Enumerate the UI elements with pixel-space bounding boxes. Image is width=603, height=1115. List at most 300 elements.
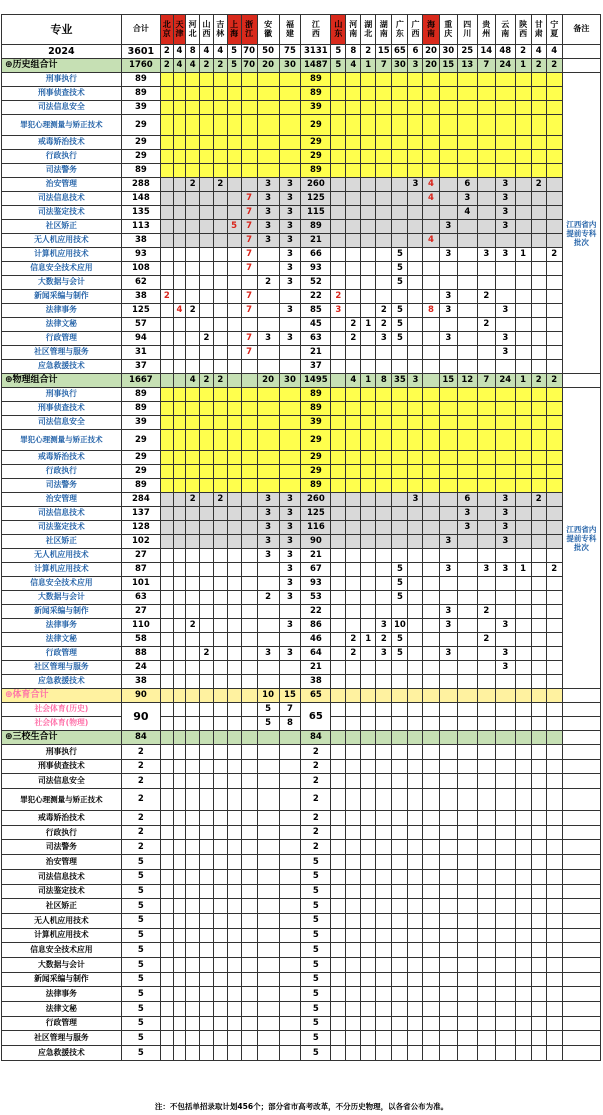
plan-value	[439, 957, 457, 972]
year-value: 8	[346, 45, 361, 59]
plan-value	[227, 150, 241, 164]
plan-value	[439, 465, 457, 479]
plan-value	[439, 703, 457, 717]
plan-value	[423, 164, 439, 178]
plan-value	[423, 577, 439, 591]
plan-value	[173, 451, 186, 465]
plan-value	[160, 591, 173, 605]
plan-value: 3	[496, 493, 516, 507]
plan-value	[546, 234, 562, 248]
plan-value	[173, 717, 186, 731]
plan-value	[408, 430, 423, 451]
plan-value	[439, 479, 457, 493]
plan-value	[546, 276, 562, 290]
plan-value	[496, 318, 516, 332]
plan-value	[257, 465, 279, 479]
section-value: 3	[408, 374, 423, 388]
plan-value	[515, 318, 531, 332]
plan-value	[515, 220, 531, 234]
column-header-province: 湖 北	[361, 15, 376, 45]
plan-value	[458, 745, 478, 760]
plan-value	[257, 388, 279, 402]
plan-value	[257, 913, 279, 928]
sanxiao-value	[200, 731, 214, 745]
sanxiao-major-name: 法律文秘	[2, 1002, 122, 1017]
plan-value	[279, 346, 301, 360]
plan-value: 3	[439, 619, 457, 633]
plan-value	[279, 360, 301, 374]
plan-value	[392, 913, 408, 928]
plan-value	[346, 521, 361, 535]
section-value: 7	[477, 59, 495, 73]
plan-value	[408, 73, 423, 87]
column-header-province: 海 南	[423, 15, 439, 45]
sanxiao-row	[2, 913, 601, 928]
plan-value	[531, 535, 546, 549]
plan-value	[227, 388, 241, 402]
plan-value	[213, 521, 227, 535]
plan-value	[331, 675, 346, 689]
plan-value	[515, 1046, 531, 1061]
plan-value: 5	[392, 647, 408, 661]
plan-value	[346, 479, 361, 493]
plan-value: 3	[257, 192, 279, 206]
plan-value	[546, 304, 562, 318]
sanxiao-major-name: 信息安全技术应用	[2, 943, 122, 958]
plan-value	[160, 115, 173, 136]
plan-value	[241, 869, 257, 884]
plan-value	[376, 248, 392, 262]
sanxiao-major-total: 5	[121, 972, 160, 987]
remark-cell	[562, 717, 600, 731]
plan-value: 29	[301, 430, 331, 451]
remark-cell	[562, 59, 600, 73]
plan-value	[173, 899, 186, 914]
plan-value	[458, 479, 478, 493]
plan-value	[173, 577, 186, 591]
major-total: 128	[121, 521, 160, 535]
sports-value	[241, 689, 257, 703]
plan-value	[531, 234, 546, 248]
major-total: 37	[121, 360, 160, 374]
plan-value	[477, 549, 495, 563]
plan-value	[477, 840, 495, 855]
plan-value	[257, 884, 279, 899]
plan-value	[531, 276, 546, 290]
sanxiao-row	[2, 1002, 601, 1017]
plan-value	[408, 234, 423, 248]
plan-value	[439, 402, 457, 416]
plan-value	[376, 507, 392, 521]
plan-value	[279, 633, 301, 647]
plan-value: 5	[301, 1046, 331, 1061]
sanxiao-row	[2, 869, 601, 884]
plan-value: 46	[301, 633, 331, 647]
plan-value	[257, 745, 279, 760]
plan-value	[546, 745, 562, 760]
plan-value	[200, 774, 214, 789]
plan-value	[279, 1016, 301, 1031]
plan-value	[186, 563, 200, 577]
year-value: 25	[458, 45, 478, 59]
plan-value: 2	[346, 647, 361, 661]
sanxiao-row	[2, 774, 601, 789]
plan-value	[515, 928, 531, 943]
plan-value	[173, 869, 186, 884]
plan-value: 8	[423, 304, 439, 318]
plan-value	[458, 605, 478, 619]
sanxiao-major-total: 5	[121, 943, 160, 958]
plan-value	[173, 507, 186, 521]
plan-value	[531, 262, 546, 276]
column-header-province: 福 建	[279, 15, 301, 45]
plan-value	[186, 789, 200, 811]
plan-value	[458, 248, 478, 262]
year-value: 2	[361, 45, 376, 59]
plan-value	[546, 913, 562, 928]
plan-value	[477, 1031, 495, 1046]
plan-value: 3	[257, 521, 279, 535]
plan-value	[173, 1031, 186, 1046]
plan-value	[346, 150, 361, 164]
plan-value	[408, 535, 423, 549]
sanxiao-value: 84	[301, 731, 331, 745]
plan-value	[279, 759, 301, 774]
major-name: 司法鉴定技术	[2, 521, 122, 535]
section-value: 1487	[301, 59, 331, 73]
plan-value	[531, 1031, 546, 1046]
plan-value	[458, 150, 478, 164]
plan-value	[160, 605, 173, 619]
column-header-province: 山 东	[331, 15, 346, 45]
plan-value	[392, 360, 408, 374]
plan-value	[515, 115, 531, 136]
column-header-total: 合计	[121, 15, 160, 45]
plan-value	[392, 220, 408, 234]
plan-value	[200, 913, 214, 928]
plan-value	[361, 290, 376, 304]
plan-value: 7	[241, 234, 257, 248]
major-row	[2, 675, 601, 689]
plan-value	[458, 1016, 478, 1031]
plan-value	[186, 1031, 200, 1046]
plan-value	[376, 825, 392, 840]
plan-value	[200, 957, 214, 972]
plan-value	[477, 346, 495, 360]
major-name: 戒毒矫治技术	[2, 136, 122, 150]
plan-value	[346, 703, 361, 717]
plan-value: 2	[186, 304, 200, 318]
sports-value	[458, 689, 478, 703]
sanxiao-row	[2, 855, 601, 870]
plan-value	[458, 262, 478, 276]
plan-value	[241, 507, 257, 521]
plan-value	[186, 87, 200, 101]
plan-value	[376, 1002, 392, 1017]
section-value: 2	[200, 374, 214, 388]
major-name: 司法鉴定技术	[2, 206, 122, 220]
major-row	[2, 430, 601, 451]
plan-value	[361, 647, 376, 661]
plan-value	[227, 206, 241, 220]
plan-value	[241, 136, 257, 150]
plan-value	[361, 811, 376, 826]
plan-value: 10	[392, 619, 408, 633]
plan-value	[331, 493, 346, 507]
plan-value	[173, 549, 186, 563]
plan-value	[423, 1016, 439, 1031]
plan-value	[531, 73, 546, 87]
plan-value: 3	[279, 178, 301, 192]
plan-value	[186, 840, 200, 855]
plan-value	[200, 402, 214, 416]
plan-value	[279, 913, 301, 928]
plan-value	[200, 703, 214, 717]
section-value: 1495	[301, 374, 331, 388]
column-header-province: 广 西	[408, 15, 423, 45]
column-header-province: 山 西	[200, 15, 214, 45]
plan-value	[346, 1031, 361, 1046]
major-name: 司法信息安全	[2, 101, 122, 115]
plan-value	[186, 430, 200, 451]
plan-value	[496, 825, 516, 840]
plan-value	[477, 115, 495, 136]
section-value	[241, 374, 257, 388]
plan-value	[241, 661, 257, 675]
plan-value: 3	[257, 220, 279, 234]
plan-value	[241, 521, 257, 535]
section-value: 4	[173, 59, 186, 73]
plan-value	[392, 957, 408, 972]
sanxiao-major-name: 治安管理	[2, 855, 122, 870]
plan-value	[227, 563, 241, 577]
plan-value	[257, 290, 279, 304]
plan-value	[392, 507, 408, 521]
plan-value	[186, 262, 200, 276]
sports-jiangxi-value: 65	[301, 703, 331, 731]
plan-value	[257, 840, 279, 855]
plan-value	[173, 521, 186, 535]
plan-value	[423, 101, 439, 115]
plan-value	[200, 318, 214, 332]
section-value: 24	[496, 59, 516, 73]
plan-value	[408, 521, 423, 535]
plan-value: 2	[257, 276, 279, 290]
plan-value	[241, 957, 257, 972]
plan-value: 37	[301, 360, 331, 374]
sanxiao-major-name: 刑事执行	[2, 745, 122, 760]
plan-value	[477, 101, 495, 115]
plan-value	[346, 943, 361, 958]
sports-value	[213, 689, 227, 703]
plan-value	[279, 811, 301, 826]
plan-value	[361, 1046, 376, 1061]
plan-value	[392, 1046, 408, 1061]
major-total: 38	[121, 675, 160, 689]
plan-value	[213, 957, 227, 972]
plan-value	[515, 87, 531, 101]
plan-value	[515, 943, 531, 958]
plan-value	[241, 493, 257, 507]
plan-value	[546, 943, 562, 958]
plan-value	[279, 745, 301, 760]
section-value: 20	[257, 59, 279, 73]
plan-value: 3	[496, 206, 516, 220]
plan-value	[241, 987, 257, 1002]
plan-value	[241, 535, 257, 549]
plan-value	[531, 402, 546, 416]
plan-value	[160, 206, 173, 220]
plan-value	[477, 619, 495, 633]
plan-value	[423, 855, 439, 870]
plan-value: 39	[301, 416, 331, 430]
plan-value	[213, 745, 227, 760]
plan-value	[213, 1031, 227, 1046]
plan-value	[458, 577, 478, 591]
plan-value	[496, 928, 516, 943]
plan-value	[227, 577, 241, 591]
plan-value	[376, 928, 392, 943]
plan-value: 3	[496, 535, 516, 549]
plan-value	[361, 507, 376, 521]
plan-value	[458, 416, 478, 430]
plan-value	[496, 276, 516, 290]
plan-value	[257, 619, 279, 633]
plan-value	[515, 619, 531, 633]
column-header-province: 贵 州	[477, 15, 495, 45]
plan-value: 4	[458, 206, 478, 220]
plan-value	[439, 789, 457, 811]
plan-value	[546, 675, 562, 689]
plan-value	[439, 115, 457, 136]
major-row	[2, 87, 601, 101]
plan-value	[186, 675, 200, 689]
plan-value	[423, 346, 439, 360]
plan-value	[160, 563, 173, 577]
plan-value	[531, 248, 546, 262]
major-row	[2, 535, 601, 549]
plan-value	[496, 840, 516, 855]
plan-value	[376, 416, 392, 430]
plan-value	[331, 884, 346, 899]
plan-value: 5	[301, 1031, 331, 1046]
plan-value	[257, 304, 279, 318]
plan-value	[515, 535, 531, 549]
plan-value	[515, 675, 531, 689]
plan-value	[200, 248, 214, 262]
plan-value	[213, 1016, 227, 1031]
plan-value	[546, 136, 562, 150]
plan-value	[531, 605, 546, 619]
plan-value	[361, 840, 376, 855]
column-header-province: 云 南	[496, 15, 516, 45]
plan-value	[186, 276, 200, 290]
plan-value: 1	[361, 318, 376, 332]
plan-value: 3	[279, 535, 301, 549]
plan-value	[408, 619, 423, 633]
plan-value	[279, 789, 301, 811]
plan-value	[257, 661, 279, 675]
plan-value	[361, 136, 376, 150]
plan-value	[477, 451, 495, 465]
plan-value	[477, 899, 495, 914]
sanxiao-major-total: 5	[121, 869, 160, 884]
plan-value	[227, 290, 241, 304]
plan-value	[257, 563, 279, 577]
plan-value	[376, 855, 392, 870]
plan-value	[331, 811, 346, 826]
plan-value	[458, 972, 478, 987]
plan-value	[546, 262, 562, 276]
plan-value	[160, 164, 173, 178]
plan-value	[160, 150, 173, 164]
plan-value	[458, 360, 478, 374]
sports-value	[346, 689, 361, 703]
plan-value	[160, 869, 173, 884]
plan-value	[439, 840, 457, 855]
sports-value	[200, 689, 214, 703]
plan-value	[186, 972, 200, 987]
plan-value: 4	[423, 178, 439, 192]
plan-value	[241, 402, 257, 416]
plan-value	[376, 759, 392, 774]
plan-value	[279, 164, 301, 178]
plan-value	[186, 451, 200, 465]
plan-value	[331, 451, 346, 465]
plan-value	[376, 150, 392, 164]
plan-value	[241, 1002, 257, 1017]
plan-value	[515, 703, 531, 717]
section-value: 2	[546, 59, 562, 73]
plan-value	[546, 1046, 562, 1061]
sports-total: 90	[121, 689, 160, 703]
sports-value	[186, 689, 200, 703]
plan-value	[515, 789, 531, 811]
plan-value	[186, 416, 200, 430]
plan-value	[515, 101, 531, 115]
plan-value	[227, 346, 241, 360]
plan-value	[361, 884, 376, 899]
plan-value: 3	[279, 304, 301, 318]
plan-value	[331, 101, 346, 115]
plan-value	[173, 87, 186, 101]
plan-value: 29	[301, 115, 331, 136]
plan-value	[423, 479, 439, 493]
plan-value	[515, 1002, 531, 1017]
plan-value	[496, 884, 516, 899]
section-value: 2	[160, 59, 173, 73]
plan-value	[241, 703, 257, 717]
major-total: 63	[121, 591, 160, 605]
plan-value	[200, 899, 214, 914]
plan-value	[458, 234, 478, 248]
sanxiao-major-total: 5	[121, 913, 160, 928]
plan-value	[227, 661, 241, 675]
plan-value	[458, 884, 478, 899]
plan-value	[213, 855, 227, 870]
plan-value	[515, 416, 531, 430]
plan-value: 3	[439, 647, 457, 661]
plan-value	[200, 479, 214, 493]
plan-value: 5	[301, 957, 331, 972]
section-value: 20	[423, 59, 439, 73]
plan-value	[392, 789, 408, 811]
plan-value	[346, 507, 361, 521]
plan-value	[346, 101, 361, 115]
plan-value	[439, 73, 457, 87]
remark-cell	[562, 869, 600, 884]
plan-value: 2	[546, 563, 562, 577]
